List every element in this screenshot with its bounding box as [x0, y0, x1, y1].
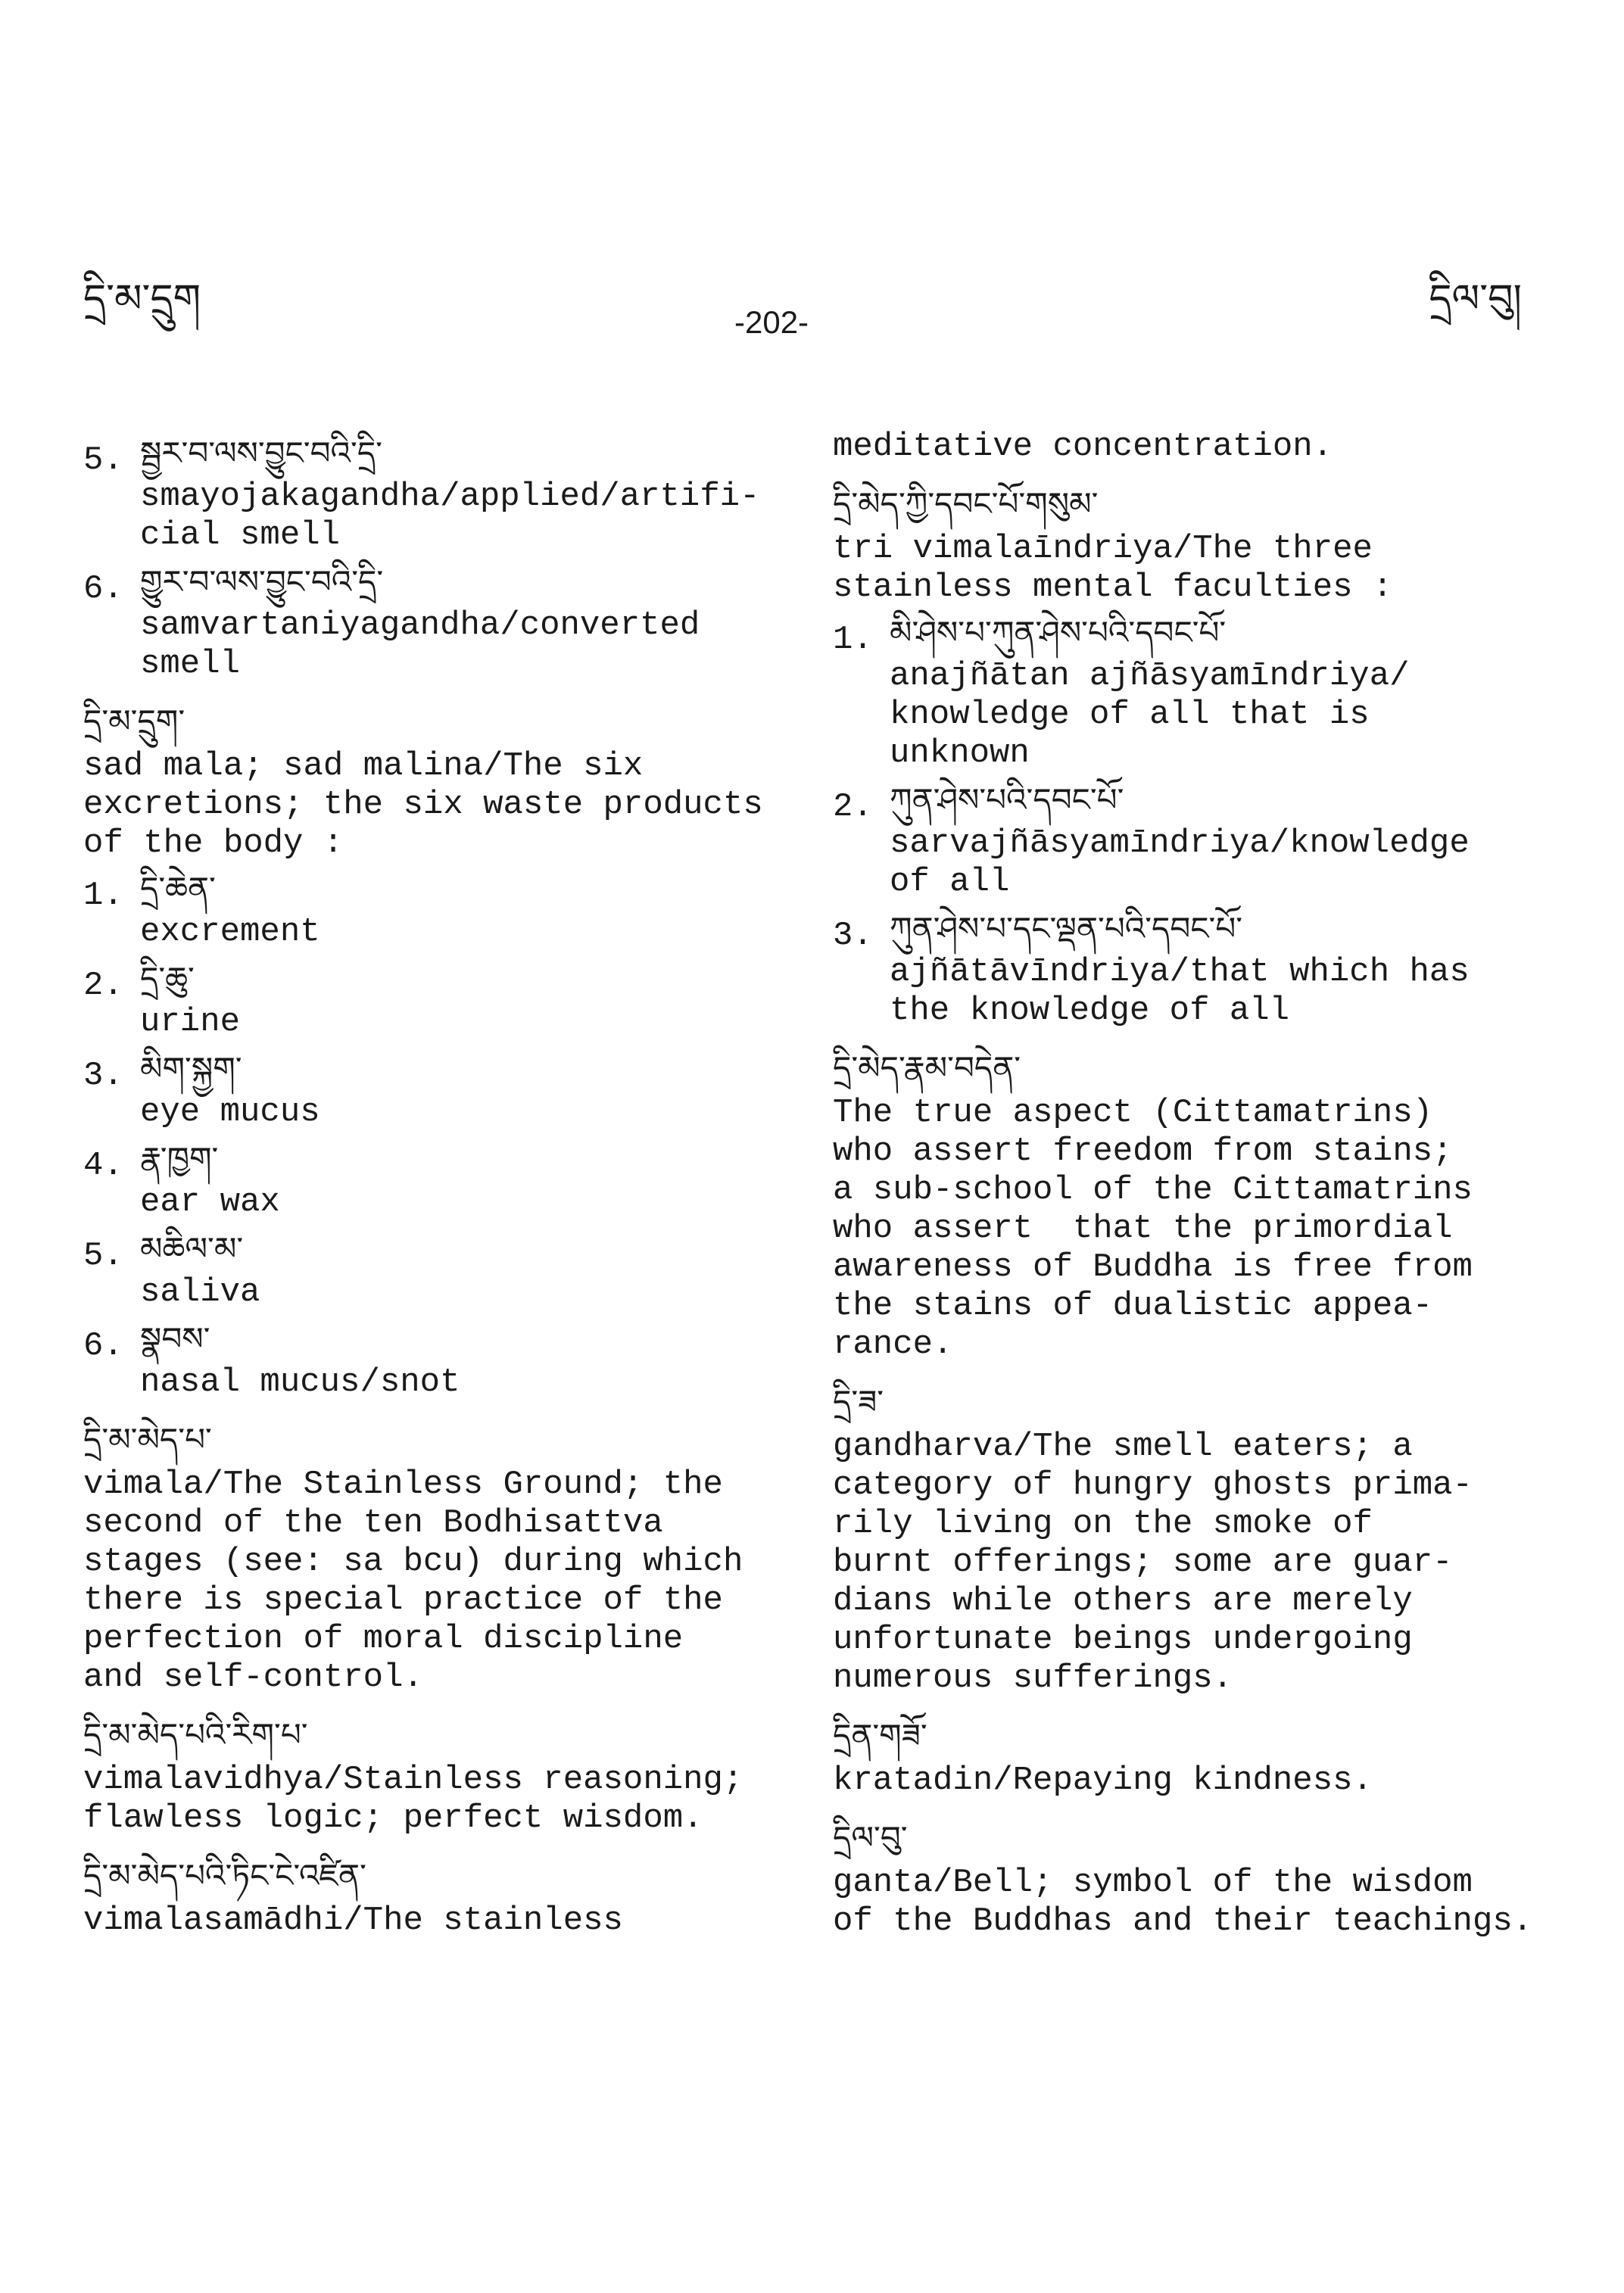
- list-item: [83, 1316, 787, 1402]
- tibetan-term: མཆིལ་མ་: [140, 1230, 244, 1267]
- entry-three-faculties: [833, 481, 1560, 1030]
- item-text: ajñātāvīndriya/that which has the knowledge of all: [890, 953, 1470, 1030]
- list-item: [833, 777, 1560, 902]
- list-item: [83, 431, 787, 555]
- headword: དྲི་མ་མེད་པ་: [83, 1421, 212, 1458]
- page-header: [83, 276, 1522, 348]
- item-text: excrement: [140, 913, 320, 951]
- list-item: [833, 906, 1560, 1030]
- list-item: [83, 559, 787, 684]
- list-item: [83, 1226, 787, 1312]
- item-text: anajñātan ajñāsyamīndriya/ knowledge of all that is unknown: [890, 657, 1410, 772]
- item-text: ear wax: [140, 1183, 280, 1221]
- list-item: [833, 610, 1560, 773]
- item-number: 6.: [83, 1327, 123, 1365]
- tibetan-term: དྲི་ཆུ་: [140, 960, 195, 997]
- definition: vimala/The Stainless Ground; the second of the ten Bodhisattva stages (see: sa bcu) during which there is special practice of the perfection of moral discipline and self-control.: [83, 1466, 743, 1696]
- list-item: [83, 1046, 787, 1132]
- definition: sad mala; sad malina/The six excretions; the six waste products of the body :: [83, 747, 763, 862]
- item-text: nasal mucus/snot: [140, 1363, 460, 1401]
- tibetan-term: གྱུར་བ་ལས་བྱུང་བའི་དྲི་: [140, 563, 384, 600]
- excretions-list: [83, 866, 787, 1402]
- headword: དྲི་ཟ་: [833, 1383, 884, 1420]
- headword: དྲི་མ་མེད་པའི་རིག་པ་: [83, 1716, 308, 1753]
- item-text: smayojakagandha/applied/artifi- cial smell: [140, 478, 760, 554]
- list-item: [83, 1136, 787, 1222]
- left-column: [83, 428, 787, 1955]
- item-number: 1.: [833, 621, 873, 659]
- definition: gandharva/The smell eaters; a category of hungry ghosts prima- rily living on the smoke of burnt offerings; some are guar- dians while others are merely unfortunate beings undergoing numerous sufferings.: [833, 1428, 1473, 1697]
- headword: དྲི་མ་དྲུག་: [83, 703, 185, 740]
- smell-list-continued: [83, 431, 787, 684]
- definition: vimalavidhya/Stainless reasoning; flawless logic; perfect wisdom.: [83, 1761, 743, 1837]
- entry-stainless-reasoning: [83, 1712, 787, 1838]
- definition: vimalasamādhi/The stainless: [83, 1902, 623, 1939]
- left-running-head: དྲི་མ་དྲུག: [83, 276, 201, 322]
- tibetan-term: སྦྱར་བ་ལས་བྱུང་བའི་དྲི་: [140, 435, 382, 472]
- page-number: -202-: [734, 304, 809, 340]
- definition: The true aspect (Cittamatrins) who assert freedom from stains; a sub-school of the Cittamatrins who assert that the primordial awareness of Buddha is free from the stains of dualistic appea- rance.: [833, 1094, 1473, 1363]
- item-number: 5.: [83, 441, 123, 479]
- item-text: urine: [140, 1003, 241, 1041]
- item-number: 1.: [83, 877, 123, 914]
- continued-definition: meditative concentration.: [833, 428, 1333, 466]
- right-column: [833, 428, 1560, 1956]
- tibetan-term: མིག་སྐྱག་: [140, 1050, 242, 1087]
- headword: དྲི་མེད་རྣམ་བདེན་: [833, 1049, 1021, 1086]
- item-number: 2.: [833, 788, 873, 826]
- tibetan-term: ཀུན་ཤེས་པ་དང་ལྡན་པའི་དབང་པོ་: [890, 910, 1243, 947]
- tibetan-term: ཀུན་ཤེས་པའི་དབང་པོ་: [890, 781, 1124, 818]
- list-item: [83, 866, 787, 952]
- tibetan-term: རྣ་ཁྱག་: [140, 1140, 219, 1177]
- item-text: saliva: [140, 1273, 260, 1311]
- definition: ganta/Bell; symbol of the wisdom of the Buddhas and their teachings.: [833, 1864, 1533, 1940]
- tibetan-term: མི་ཤེས་པ་ཀུན་ཤེས་པའི་དབང་པོ་: [890, 614, 1227, 651]
- item-number: 2.: [83, 967, 123, 1005]
- headword: དྲིན་གཟོ་: [833, 1717, 927, 1754]
- item-number: 4.: [83, 1147, 123, 1185]
- right-running-head: དྲིལ་བུ།: [1429, 276, 1522, 322]
- entry-repaying-kindness: [833, 1713, 1560, 1800]
- headword: དྲི་མེད་ཀྱི་དབང་པོ་གསུམ་: [833, 485, 1099, 522]
- definition: kratadin/Repaying kindness.: [833, 1762, 1373, 1799]
- item-text: sarvajñāsyamīndriya/knowledge of all: [890, 824, 1470, 901]
- entry-six-excretions: [83, 699, 787, 1402]
- item-number: 3.: [83, 1057, 123, 1095]
- item-text: eye mucus: [140, 1093, 320, 1131]
- item-number: 6.: [83, 570, 123, 608]
- item-number: 3.: [833, 917, 873, 955]
- entry-stainless-samadhi: [83, 1853, 787, 1940]
- faculties-list: [833, 610, 1560, 1030]
- tibetan-term: དྲི་ཆེན་: [140, 870, 216, 907]
- headword: དྲི་མ་མེད་པའི་ཏིང་ངེ་འཛིན་: [83, 1857, 366, 1894]
- entry-stainless-ground: [83, 1417, 787, 1697]
- entry-true-aspect: [833, 1045, 1560, 1364]
- entry-continued-smells: [83, 431, 787, 684]
- entry-bell: [833, 1815, 1560, 1941]
- tibetan-term: སྣབས་: [140, 1320, 210, 1357]
- item-number: 5.: [83, 1237, 123, 1275]
- item-text: samvartaniyagandha/converted smell: [140, 606, 700, 683]
- list-item: [83, 956, 787, 1042]
- headword: དྲིལ་བུ་: [833, 1819, 908, 1856]
- entry-gandharva: [833, 1379, 1560, 1698]
- definition: tri vimalaīndriya/The three stainless mental faculties :: [833, 530, 1393, 606]
